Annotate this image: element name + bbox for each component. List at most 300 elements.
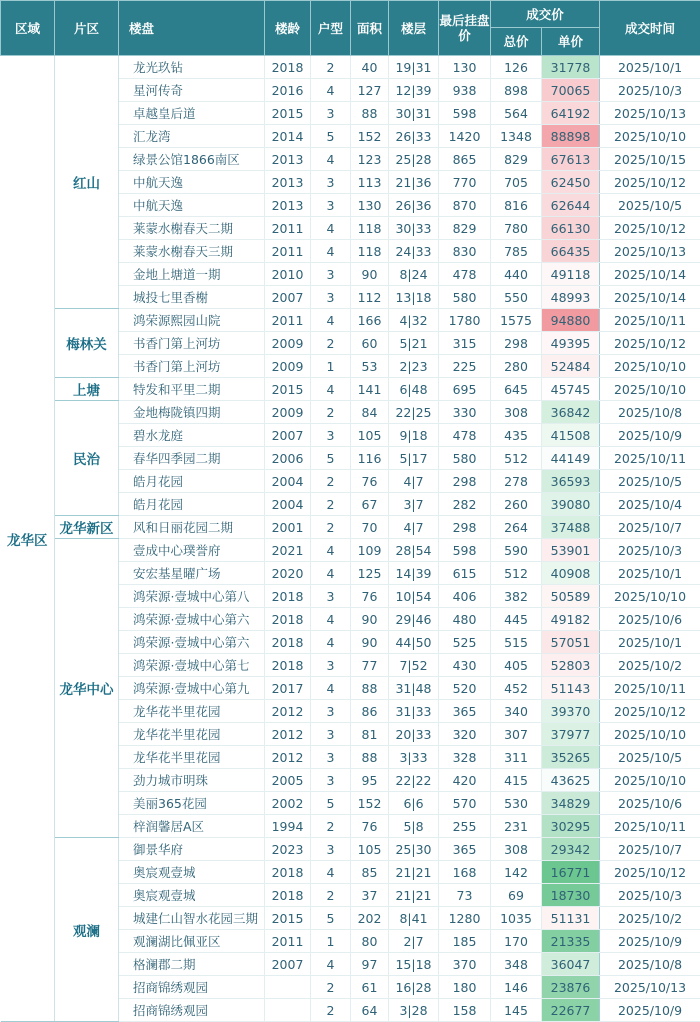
area-size-cell: 118: [351, 217, 389, 240]
deal-date-cell: 2025/10/3: [600, 79, 700, 102]
deal-date-cell: 2025/10/8: [600, 401, 700, 424]
floor-cell: 21|36: [389, 171, 439, 194]
unit-price-cell: 16771: [542, 861, 600, 884]
unit-price-cell: 36047: [542, 953, 600, 976]
building-name-cell: 特发和平里二期: [119, 378, 265, 401]
floor-cell: 44|50: [389, 631, 439, 654]
building-name-cell: 书香门第上河坊: [119, 355, 265, 378]
unit-price-cell: 34829: [542, 792, 600, 815]
total-price-cell: 311: [491, 746, 542, 769]
unit-price-cell: 37977: [542, 723, 600, 746]
floor-cell: 10|54: [389, 585, 439, 608]
list-price-cell: 570: [439, 792, 491, 815]
list-price-cell: 365: [439, 838, 491, 861]
total-price-cell: 1035: [491, 907, 542, 930]
deal-date-cell: 2025/10/10: [600, 378, 700, 401]
room-type-cell: 4: [311, 631, 351, 654]
total-price-cell: 512: [491, 562, 542, 585]
room-type-cell: 4: [311, 148, 351, 171]
total-price-cell: 126: [491, 56, 542, 79]
unit-price-cell: 62644: [542, 194, 600, 217]
list-price-cell: 480: [439, 608, 491, 631]
unit-price-cell: 39370: [542, 700, 600, 723]
unit-price-cell: 51131: [542, 907, 600, 930]
total-price-cell: 298: [491, 332, 542, 355]
building-age-cell: 2004: [265, 470, 311, 493]
area-size-cell: 80: [351, 930, 389, 953]
building-age-cell: 2018: [265, 585, 311, 608]
room-type-cell: 5: [311, 447, 351, 470]
list-price-cell: 320: [439, 723, 491, 746]
list-price-cell: 1280: [439, 907, 491, 930]
floor-cell: 29|46: [389, 608, 439, 631]
building-age-cell: 2011: [265, 930, 311, 953]
room-type-cell: 5: [311, 125, 351, 148]
area-size-cell: 77: [351, 654, 389, 677]
list-price-cell: 478: [439, 424, 491, 447]
building-name-cell: 观澜湖比佩亚区: [119, 930, 265, 953]
unit-price-cell: 45745: [542, 378, 600, 401]
total-price-cell: 340: [491, 700, 542, 723]
building-name-cell: 中航天逸: [119, 194, 265, 217]
deal-date-cell: 2025/10/14: [600, 286, 700, 309]
total-price-cell: 816: [491, 194, 542, 217]
total-price-cell: 530: [491, 792, 542, 815]
header-unit-price[interactable]: 单价: [542, 28, 600, 56]
building-age-cell: 2009: [265, 332, 311, 355]
area-size-cell: 152: [351, 125, 389, 148]
building-name-cell: 城投七里香榭: [119, 286, 265, 309]
deal-date-cell: 2025/10/8: [600, 953, 700, 976]
area-size-cell: 113: [351, 171, 389, 194]
room-type-cell: 4: [311, 79, 351, 102]
unit-price-cell: 66130: [542, 217, 600, 240]
header-size[interactable]: 面积: [351, 1, 389, 56]
building-age-cell: [265, 976, 311, 999]
building-age-cell: 2015: [265, 378, 311, 401]
unit-price-cell: 52803: [542, 654, 600, 677]
room-type-cell: 4: [311, 562, 351, 585]
list-price-cell: 130: [439, 56, 491, 79]
floor-cell: 8|24: [389, 263, 439, 286]
region-cell: 龙华区: [1, 56, 55, 1022]
unit-price-cell: 62450: [542, 171, 600, 194]
total-price-cell: 382: [491, 585, 542, 608]
floor-cell: 6|6: [389, 792, 439, 815]
list-price-cell: 282: [439, 493, 491, 516]
unit-price-cell: 43625: [542, 769, 600, 792]
header-date[interactable]: 成交时间: [600, 1, 700, 56]
floor-cell: 30|31: [389, 102, 439, 125]
building-name-cell: 招商锦绣观园: [119, 999, 265, 1022]
room-type-cell: 2: [311, 401, 351, 424]
list-price-cell: 158: [439, 999, 491, 1022]
building-name-cell: 壹成中心璞誉府: [119, 539, 265, 562]
header-type[interactable]: 户型: [311, 1, 351, 56]
table-row[interactable]: [1, 539, 700, 562]
room-type-cell: 4: [311, 677, 351, 700]
total-price-cell: 445: [491, 608, 542, 631]
deal-date-cell: 2025/10/15: [600, 148, 700, 171]
room-type-cell: 4: [311, 608, 351, 631]
total-price-cell: 415: [491, 769, 542, 792]
floor-cell: 7|52: [389, 654, 439, 677]
floor-cell: 31|48: [389, 677, 439, 700]
floor-cell: 2|23: [389, 355, 439, 378]
total-price-cell: 452: [491, 677, 542, 700]
table-row[interactable]: [1, 401, 700, 424]
area-cell: 龙华中心: [55, 539, 119, 838]
unit-price-cell: 23876: [542, 976, 600, 999]
room-type-cell: 2: [311, 976, 351, 999]
building-name-cell: 奥宸观壹城: [119, 884, 265, 907]
building-age-cell: 2018: [265, 608, 311, 631]
floor-cell: 9|18: [389, 424, 439, 447]
unit-price-cell: 18730: [542, 884, 600, 907]
area-size-cell: 67: [351, 493, 389, 516]
list-price-cell: 330: [439, 401, 491, 424]
building-age-cell: 2010: [265, 263, 311, 286]
building-age-cell: 2018: [265, 861, 311, 884]
building-name-cell: 鸿荣源熙园山院: [119, 309, 265, 332]
building-name-cell: 招商锦绣观园: [119, 976, 265, 999]
building-age-cell: 2009: [265, 401, 311, 424]
area-size-cell: 202: [351, 907, 389, 930]
deal-date-cell: 2025/10/6: [600, 608, 700, 631]
total-price-cell: 705: [491, 171, 542, 194]
area-size-cell: 86: [351, 700, 389, 723]
unit-price-cell: 49395: [542, 332, 600, 355]
unit-price-cell: 22677: [542, 999, 600, 1022]
total-price-cell: 1575: [491, 309, 542, 332]
building-age-cell: 2002: [265, 792, 311, 815]
unit-price-cell: 50589: [542, 585, 600, 608]
deal-date-cell: 2025/10/7: [600, 516, 700, 539]
area-size-cell: 152: [351, 792, 389, 815]
building-name-cell: 莱蒙水榭春天二期: [119, 217, 265, 240]
floor-cell: 26|36: [389, 194, 439, 217]
deal-date-cell: 2025/10/13: [600, 976, 700, 999]
building-name-cell: 劲力城市明珠: [119, 769, 265, 792]
floor-cell: 4|7: [389, 516, 439, 539]
area-size-cell: 76: [351, 585, 389, 608]
room-type-cell: 2: [311, 815, 351, 838]
deal-date-cell: 2025/10/10: [600, 769, 700, 792]
list-price-cell: 580: [439, 286, 491, 309]
building-age-cell: 2006: [265, 447, 311, 470]
unit-price-cell: 40908: [542, 562, 600, 585]
list-price-cell: 580: [439, 447, 491, 470]
list-price-cell: 315: [439, 332, 491, 355]
deal-date-cell: 2025/10/6: [600, 792, 700, 815]
floor-cell: 15|18: [389, 953, 439, 976]
building-name-cell: 星河传奇: [119, 79, 265, 102]
unit-price-cell: 52484: [542, 355, 600, 378]
list-price-cell: 255: [439, 815, 491, 838]
floor-cell: 3|33: [389, 746, 439, 769]
list-price-cell: 598: [439, 102, 491, 125]
header-area[interactable]: 片区: [55, 1, 119, 56]
total-price-cell: 1348: [491, 125, 542, 148]
floor-cell: 31|33: [389, 700, 439, 723]
area-size-cell: 88: [351, 102, 389, 125]
total-price-cell: 550: [491, 286, 542, 309]
unit-price-cell: 36842: [542, 401, 600, 424]
room-type-cell: 3: [311, 194, 351, 217]
building-name-cell: 格澜郡二期: [119, 953, 265, 976]
floor-cell: 20|33: [389, 723, 439, 746]
building-age-cell: 2001: [265, 516, 311, 539]
header-floor[interactable]: 楼层: [389, 1, 439, 56]
floor-cell: 21|21: [389, 861, 439, 884]
deal-date-cell: 2025/10/5: [600, 470, 700, 493]
list-price-cell: 406: [439, 585, 491, 608]
list-price-cell: 865: [439, 148, 491, 171]
building-name-cell: 风和日丽花园二期: [119, 516, 265, 539]
deal-date-cell: 2025/10/5: [600, 746, 700, 769]
building-name-cell: 鸿荣源·壹城中心第九: [119, 677, 265, 700]
room-type-cell: 4: [311, 953, 351, 976]
room-type-cell: 4: [311, 309, 351, 332]
total-price-cell: 231: [491, 815, 542, 838]
area-size-cell: 70: [351, 516, 389, 539]
area-size-cell: 125: [351, 562, 389, 585]
deal-date-cell: 2025/10/14: [600, 263, 700, 286]
total-price-cell: 645: [491, 378, 542, 401]
building-name-cell: 龙华花半里花园: [119, 700, 265, 723]
building-name-cell: 莱蒙水榭春天三期: [119, 240, 265, 263]
building-age-cell: 1994: [265, 815, 311, 838]
total-price-cell: 280: [491, 355, 542, 378]
room-type-cell: 2: [311, 999, 351, 1022]
list-price-cell: 328: [439, 746, 491, 769]
header-list-price[interactable]: 最后挂盘价: [439, 1, 491, 56]
building-name-cell: 鸿荣源·壹城中心第六: [119, 608, 265, 631]
building-name-cell: 安宏基星曜广场: [119, 562, 265, 585]
room-type-cell: 4: [311, 240, 351, 263]
floor-cell: 21|21: [389, 884, 439, 907]
room-type-cell: 4: [311, 861, 351, 884]
total-price-cell: 260: [491, 493, 542, 516]
unit-price-cell: 21335: [542, 930, 600, 953]
floor-cell: 22|22: [389, 769, 439, 792]
unit-price-cell: 35265: [542, 746, 600, 769]
building-name-cell: 龙光玖钻: [119, 56, 265, 79]
area-cell: 民治: [55, 401, 119, 516]
building-name-cell: 金地上塘道一期: [119, 263, 265, 286]
deal-date-cell: 2025/10/3: [600, 539, 700, 562]
building-name-cell: 卓越皇后道: [119, 102, 265, 125]
building-name-cell: 美丽365花园: [119, 792, 265, 815]
building-age-cell: 2007: [265, 286, 311, 309]
area-size-cell: 76: [351, 470, 389, 493]
deal-date-cell: 2025/10/4: [600, 493, 700, 516]
building-age-cell: 2011: [265, 217, 311, 240]
building-age-cell: 2016: [265, 79, 311, 102]
total-price-cell: 278: [491, 470, 542, 493]
building-age-cell: 2009: [265, 355, 311, 378]
floor-cell: 5|17: [389, 447, 439, 470]
building-name-cell: 中航天逸: [119, 171, 265, 194]
deal-date-cell: 2025/10/2: [600, 907, 700, 930]
area-size-cell: 118: [351, 240, 389, 263]
building-age-cell: 2023: [265, 838, 311, 861]
total-price-cell: 440: [491, 263, 542, 286]
area-size-cell: 141: [351, 378, 389, 401]
unit-price-cell: 51143: [542, 677, 600, 700]
list-price-cell: 615: [439, 562, 491, 585]
unit-price-cell: 64192: [542, 102, 600, 125]
area-size-cell: 64: [351, 999, 389, 1022]
header-building[interactable]: 楼盘: [119, 1, 265, 56]
room-type-cell: 2: [311, 332, 351, 355]
total-price-cell: 780: [491, 217, 542, 240]
building-age-cell: 2004: [265, 493, 311, 516]
total-price-cell: 435: [491, 424, 542, 447]
deal-date-cell: 2025/10/11: [600, 677, 700, 700]
list-price-cell: 365: [439, 700, 491, 723]
floor-cell: 8|41: [389, 907, 439, 930]
floor-cell: 25|28: [389, 148, 439, 171]
room-type-cell: 3: [311, 171, 351, 194]
list-price-cell: 830: [439, 240, 491, 263]
building-name-cell: 书香门第上河坊: [119, 332, 265, 355]
floor-cell: 3|28: [389, 999, 439, 1022]
table-row[interactable]: [1, 838, 700, 861]
room-type-cell: 3: [311, 838, 351, 861]
building-age-cell: 2018: [265, 884, 311, 907]
room-type-cell: 3: [311, 263, 351, 286]
room-type-cell: 3: [311, 723, 351, 746]
list-price-cell: 298: [439, 516, 491, 539]
floor-cell: 5|21: [389, 332, 439, 355]
unit-price-cell: 67613: [542, 148, 600, 171]
table-row[interactable]: [1, 56, 700, 79]
total-price-cell: 898: [491, 79, 542, 102]
room-type-cell: 3: [311, 746, 351, 769]
total-price-cell: 512: [491, 447, 542, 470]
header-age[interactable]: 楼龄: [265, 1, 311, 56]
room-type-cell: 4: [311, 378, 351, 401]
building-name-cell: 春华四季园二期: [119, 447, 265, 470]
building-name-cell: 皓月花园: [119, 470, 265, 493]
header-deal-price: 成交价: [491, 1, 600, 28]
area-size-cell: 60: [351, 332, 389, 355]
deal-date-cell: 2025/10/10: [600, 723, 700, 746]
table-row[interactable]: [1, 309, 700, 332]
area-size-cell: 90: [351, 263, 389, 286]
building-age-cell: 2014: [265, 125, 311, 148]
list-price-cell: 478: [439, 263, 491, 286]
room-type-cell: 3: [311, 424, 351, 447]
building-age-cell: 2011: [265, 309, 311, 332]
building-name-cell: 城建仁山智水花园三期: [119, 907, 265, 930]
deal-date-cell: 2025/10/10: [600, 585, 700, 608]
area-size-cell: 88: [351, 677, 389, 700]
room-type-cell: 3: [311, 654, 351, 677]
list-price-cell: 370: [439, 953, 491, 976]
total-price-cell: 515: [491, 631, 542, 654]
total-price-cell: 264: [491, 516, 542, 539]
deal-date-cell: 2025/10/13: [600, 240, 700, 263]
deal-date-cell: 2025/10/5: [600, 194, 700, 217]
building-name-cell: 龙华花半里花园: [119, 723, 265, 746]
floor-cell: 4|7: [389, 470, 439, 493]
header-total-price[interactable]: 总价: [491, 28, 542, 56]
area-size-cell: 166: [351, 309, 389, 332]
area-size-cell: 95: [351, 769, 389, 792]
building-age-cell: 2017: [265, 677, 311, 700]
deal-date-cell: 2025/10/2: [600, 654, 700, 677]
total-price-cell: 142: [491, 861, 542, 884]
area-size-cell: 130: [351, 194, 389, 217]
area-size-cell: 40: [351, 56, 389, 79]
unit-price-cell: 44149: [542, 447, 600, 470]
deal-date-cell: 2025/10/9: [600, 424, 700, 447]
unit-price-cell: 36593: [542, 470, 600, 493]
deal-date-cell: 2025/10/11: [600, 309, 700, 332]
deal-date-cell: 2025/10/12: [600, 332, 700, 355]
building-name-cell: 金地梅陇镇四期: [119, 401, 265, 424]
room-type-cell: 2: [311, 56, 351, 79]
area-cell: 上塘: [55, 378, 119, 401]
room-type-cell: 3: [311, 700, 351, 723]
room-type-cell: 4: [311, 217, 351, 240]
deal-date-cell: 2025/10/3: [600, 884, 700, 907]
floor-cell: 13|18: [389, 286, 439, 309]
building-age-cell: 2018: [265, 631, 311, 654]
table-row[interactable]: [1, 516, 700, 539]
floor-cell: 5|8: [389, 815, 439, 838]
area-size-cell: 85: [351, 861, 389, 884]
area-size-cell: 123: [351, 148, 389, 171]
total-price-cell: 308: [491, 401, 542, 424]
floor-cell: 30|33: [389, 217, 439, 240]
building-age-cell: 2013: [265, 171, 311, 194]
building-name-cell: 汇龙湾: [119, 125, 265, 148]
building-name-cell: 鸿荣源·壹城中心第六: [119, 631, 265, 654]
list-price-cell: 420: [439, 769, 491, 792]
list-price-cell: 180: [439, 976, 491, 999]
deal-date-cell: 2025/10/1: [600, 562, 700, 585]
floor-cell: 14|39: [389, 562, 439, 585]
deal-date-cell: 2025/10/13: [600, 102, 700, 125]
floor-cell: 19|31: [389, 56, 439, 79]
building-name-cell: 梓润馨居A区: [119, 815, 265, 838]
area-size-cell: 90: [351, 608, 389, 631]
building-age-cell: 2013: [265, 148, 311, 171]
header-region[interactable]: 区域: [1, 1, 55, 56]
deal-date-cell: 2025/10/9: [600, 999, 700, 1022]
unit-price-cell: 94880: [542, 309, 600, 332]
total-price-cell: 829: [491, 148, 542, 171]
room-type-cell: 4: [311, 539, 351, 562]
deal-date-cell: 2025/10/1: [600, 56, 700, 79]
unit-price-cell: 57051: [542, 631, 600, 654]
room-type-cell: 2: [311, 516, 351, 539]
building-name-cell: 鸿荣源·壹城中心第七: [119, 654, 265, 677]
unit-price-cell: 49118: [542, 263, 600, 286]
room-type-cell: 2: [311, 470, 351, 493]
unit-price-cell: 70065: [542, 79, 600, 102]
area-size-cell: 76: [351, 815, 389, 838]
floor-cell: 2|7: [389, 930, 439, 953]
area-size-cell: 88: [351, 746, 389, 769]
table-row[interactable]: [1, 378, 700, 401]
room-type-cell: 3: [311, 585, 351, 608]
building-age-cell: [265, 999, 311, 1022]
floor-cell: 12|39: [389, 79, 439, 102]
